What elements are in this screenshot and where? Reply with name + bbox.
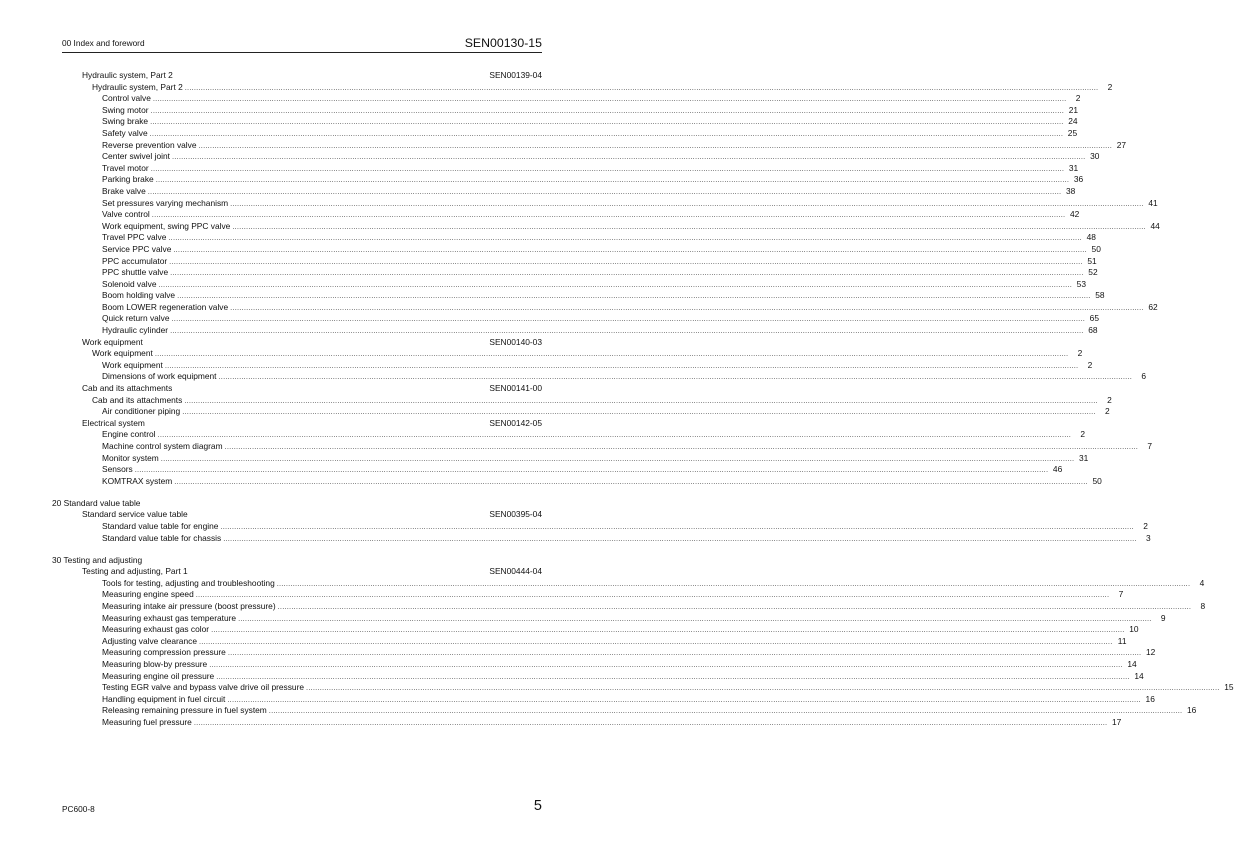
dot-leader: ................................................................................................................................................................................................................................................................................................................................................................................................................ xyxy=(170,268,1084,278)
entry-title: Measuring fuel pressure xyxy=(102,716,192,727)
dot-leader: ................................................................................................................................................................................................................................................................................................................................................................................................................ xyxy=(216,671,1130,681)
section-title: Standard service value table xyxy=(82,509,188,520)
entry-page-number: 12 xyxy=(1146,647,1156,658)
entry-title: Travel motor xyxy=(102,162,149,173)
entry-page-number: 51 xyxy=(1087,255,1097,266)
toc-entry-row[interactable] xyxy=(82,693,1155,706)
toc-entry-row[interactable] xyxy=(82,705,1197,717)
entry-title: Machine control system diagram xyxy=(102,441,223,451)
toc-section-row[interactable] xyxy=(82,566,542,578)
dot-leader: ................................................................................................................................................................................................................................................................................................................................................................................................................ xyxy=(277,601,1192,611)
entry-title: Adjusting valve clearance xyxy=(102,635,197,646)
section-title: Testing and adjusting, Part 1 xyxy=(82,566,188,577)
entry-title: Boom holding valve xyxy=(102,290,176,301)
header-document-code: SEN00130-15 xyxy=(464,36,542,50)
dot-leader: ................................................................................................................................................................................................................................................................................................................................................................................................................ xyxy=(134,465,1049,475)
chapter-spacer xyxy=(82,544,542,554)
toc-entry-row[interactable] xyxy=(82,301,1158,314)
footer-page-number: 5 xyxy=(533,798,542,814)
dot-leader: ................................................................................................................................................................................................................................................................................................................................................................................................................ xyxy=(150,105,1065,115)
header-chapter-title: 00 Index and foreword xyxy=(62,38,145,48)
toc-entry-row[interactable] xyxy=(82,278,1086,291)
entry-page-number: 50 xyxy=(1091,243,1101,254)
dot-leader: ................................................................................................................................................................................................................................................................................................................................................................................................................ xyxy=(170,326,1084,336)
entry-title: Reverse prevention valve xyxy=(102,139,197,150)
dot-leader: ................................................................................................................................................................................................................................................................................................................................................................................................................ xyxy=(224,442,1139,451)
entry-title: Center swivel joint xyxy=(102,151,170,162)
dot-leader: ................................................................................................................................................................................................................................................................................................................................................................................................................ xyxy=(232,221,1146,231)
dot-leader: ................................................................................................................................................................................................................................................................................................................................................................................................................ xyxy=(198,636,1113,646)
toc-entry-row[interactable] xyxy=(82,441,1153,453)
toc-section-row[interactable] xyxy=(82,337,542,349)
entry-title: Sensors xyxy=(102,464,133,475)
toc-entry-row[interactable] xyxy=(82,151,1100,163)
dot-leader: ................................................................................................................................................................................................................................................................................................................................................................................................................ xyxy=(171,152,1086,162)
toc-entry-row[interactable] xyxy=(82,174,1084,186)
entry-page-number: 25 xyxy=(1067,127,1078,138)
entry-page-number: 48 xyxy=(1086,232,1096,243)
dot-leader: ................................................................................................................................................................................................................................................................................................................................................................................................................ xyxy=(171,314,1085,324)
entry-title: Work equipment xyxy=(102,359,163,370)
toc-entry-row[interactable] xyxy=(82,209,1080,221)
toc-section-row[interactable] xyxy=(82,509,542,521)
toc-entry-row[interactable] xyxy=(82,577,1205,590)
toc-entry-row[interactable] xyxy=(82,162,1079,175)
toc-section-row[interactable] xyxy=(82,418,542,430)
dot-leader: ................................................................................................................................................................................................................................................................................................................................................................................................................ xyxy=(218,372,1133,382)
dot-leader: ................................................................................................................................................................................................................................................................................................................................................................................................................ xyxy=(238,613,1152,623)
toc-entry-row[interactable] xyxy=(82,475,1102,488)
dot-leader: ................................................................................................................................................................................................................................................................................................................................................................................................................ xyxy=(227,648,1142,658)
entry-page-number: 42 xyxy=(1069,209,1080,220)
dot-leader: ................................................................................................................................................................................................................................................................................................................................................................................................................ xyxy=(168,233,1082,243)
entry-page-number: 2 xyxy=(1107,394,1112,405)
entry-title: Travel PPC valve xyxy=(102,232,167,243)
dot-leader: ................................................................................................................................................................................................................................................................................................................................................................................................................ xyxy=(268,706,1183,716)
toc-entry-row[interactable] xyxy=(82,716,1122,729)
entry-title: Handling equipment in fuel circuit xyxy=(102,693,226,704)
entry-title: Work equipment, swing PPC valve xyxy=(102,220,231,231)
toc-entry-row[interactable] xyxy=(82,232,1096,244)
entry-page-number: 27 xyxy=(1116,139,1127,150)
entry-title: Measuring intake air pressure (boost pressure) xyxy=(102,600,276,611)
header-divider xyxy=(62,52,542,53)
dot-leader: ................................................................................................................................................................................................................................................................................................................................................................................................................ xyxy=(152,94,1067,104)
toc-entry-row[interactable] xyxy=(82,624,1139,636)
dot-leader: ................................................................................................................................................................................................................................................................................................................................................................................................................ xyxy=(150,117,1064,127)
dot-leader: ................................................................................................................................................................................................................................................................................................................................................................................................................ xyxy=(157,430,1072,440)
toc-entry-row[interactable] xyxy=(82,127,1078,140)
dot-leader: ................................................................................................................................................................................................................................................................................................................................................................................................................ xyxy=(276,578,1191,588)
entry-title: Measuring blow-by pressure xyxy=(102,658,208,669)
entry-page-number: 24 xyxy=(1068,116,1078,127)
toc-entry-row[interactable] xyxy=(82,429,1086,441)
toc-entry-row[interactable] xyxy=(82,348,1083,360)
dot-leader: ................................................................................................................................................................................................................................................................................................................................................................................................................ xyxy=(184,82,1099,92)
entry-title: Measuring engine oil pressure xyxy=(102,670,215,681)
entry-page-number: 58 xyxy=(1095,290,1105,301)
entry-title: Tools for testing, adjusting and troubleshooting xyxy=(102,577,275,588)
toc-entry-row[interactable] xyxy=(82,647,1156,659)
entry-page-number: 31 xyxy=(1078,452,1089,463)
entry-page-number: 16 xyxy=(1145,693,1155,704)
dot-leader: ................................................................................................................................................................................................................................................................................................................................................................................................................ xyxy=(150,163,1065,173)
entry-title: PPC shuttle valve xyxy=(102,267,169,278)
dot-leader: ................................................................................................................................................................................................................................................................................................................................................................................................................ xyxy=(155,175,1070,185)
toc-section-row[interactable] xyxy=(82,70,542,82)
entry-page-number: 65 xyxy=(1089,313,1099,324)
dot-leader: ................................................................................................................................................................................................................................................................................................................................................................................................................ xyxy=(154,349,1069,359)
section-title: Cab and its attachments xyxy=(82,383,173,394)
toc-entry-row[interactable] xyxy=(82,290,1105,302)
entry-page-number: 4 xyxy=(1199,577,1205,588)
entry-page-number: 16 xyxy=(1186,705,1197,716)
toc-entry-row[interactable] xyxy=(82,104,1079,117)
toc-entry-row[interactable] xyxy=(82,532,1151,545)
entry-title: Boom LOWER regeneration valve xyxy=(102,301,229,312)
entry-page-number: 36 xyxy=(1073,174,1084,185)
entry-page-number: 2 xyxy=(1075,93,1081,104)
entry-page-number: 68 xyxy=(1088,325,1098,336)
entry-page-number: 2 xyxy=(1143,520,1148,531)
entry-page-number: 62 xyxy=(1148,301,1158,312)
toc-entry-row[interactable] xyxy=(82,670,1144,683)
entry-page-number: 14 xyxy=(1134,670,1144,681)
dot-leader: ................................................................................................................................................................................................................................................................................................................................................................................................................ xyxy=(211,625,1125,635)
section-title: Work equipment xyxy=(82,336,143,347)
toc-entry-row[interactable] xyxy=(82,313,1099,325)
entry-title: Measuring exhaust gas color xyxy=(102,624,210,635)
entry-page-number: 52 xyxy=(1088,267,1098,278)
dot-leader: ................................................................................................................................................................................................................................................................................................................................................................................................................ xyxy=(195,590,1110,600)
dot-leader: ................................................................................................................................................................................................................................................................................................................................................................................................................ xyxy=(220,521,1134,531)
entry-title: Swing brake xyxy=(102,116,149,127)
dot-leader: ................................................................................................................................................................................................................................................................................................................................................................................................................ xyxy=(164,360,1079,370)
dot-leader: ................................................................................................................................................................................................................................................................................................................................................................................................................ xyxy=(182,407,1096,417)
entry-title: Testing EGR valve and bypass valve drive oil pressure xyxy=(102,682,305,693)
dot-leader: ................................................................................................................................................................................................................................................................................................................................................................................................................ xyxy=(174,476,1088,486)
toc-section-row[interactable] xyxy=(82,383,542,395)
entry-page-number: 14 xyxy=(1127,658,1137,669)
toc-entry-row[interactable] xyxy=(82,185,1076,198)
toc-entry-row[interactable] xyxy=(82,520,1148,533)
dot-leader: ................................................................................................................................................................................................................................................................................................................................................................................................................ xyxy=(158,279,1072,289)
toc-entry-row[interactable] xyxy=(82,600,1206,613)
entry-page-number: 53 xyxy=(1076,278,1086,289)
entry-page-number: 2 xyxy=(1105,406,1110,417)
entry-page-number: 41 xyxy=(1148,197,1158,208)
dot-leader: ................................................................................................................................................................................................................................................................................................................................................................................................................ xyxy=(223,533,1137,543)
chapter-heading: 20 Standard value table xyxy=(52,498,141,509)
entry-title: Hydraulic system, Part 2 xyxy=(92,81,183,92)
section-document-code: SEN00141-00 xyxy=(489,383,542,394)
dot-leader: ................................................................................................................................................................................................................................................................................................................................................................................................................ xyxy=(149,128,1064,138)
entry-page-number: 21 xyxy=(1068,104,1079,115)
entry-title: Cab and its attachments xyxy=(92,394,183,405)
entry-page-number: 3 xyxy=(1146,532,1151,543)
entry-title: Work equipment xyxy=(92,348,153,359)
entry-page-number: 7 xyxy=(1147,441,1153,451)
entry-title: Measuring exhaust gas temperature xyxy=(102,612,237,623)
toc-entry-row[interactable] xyxy=(82,589,1124,601)
entry-page-number: 15 xyxy=(1224,682,1234,693)
entry-title: Standard value table for engine xyxy=(102,520,219,531)
entry-page-number: 10 xyxy=(1129,624,1139,635)
toc-entry-row[interactable] xyxy=(82,612,1166,625)
entry-page-number: 30 xyxy=(1090,151,1100,162)
entry-page-number: 9 xyxy=(1160,612,1166,623)
toc-entry-row[interactable] xyxy=(82,635,1127,648)
entry-title: KOMTRAX system xyxy=(102,475,173,486)
entry-title: Swing motor xyxy=(102,104,149,115)
dot-leader: ................................................................................................................................................................................................................................................................................................................................................................................................................ xyxy=(306,683,1220,693)
entry-page-number: 2 xyxy=(1107,81,1113,92)
dot-leader: ................................................................................................................................................................................................................................................................................................................................................................................................................ xyxy=(160,453,1075,463)
entry-page-number: 2 xyxy=(1077,348,1083,359)
section-title: Electrical system xyxy=(82,417,145,428)
entry-title: Solenoid valve xyxy=(102,278,157,289)
entry-title: Parking brake xyxy=(102,174,154,185)
entry-page-number: 38 xyxy=(1065,185,1076,196)
entry-page-number: 17 xyxy=(1112,716,1122,727)
entry-title: Brake valve xyxy=(102,185,146,196)
entry-page-number: 2 xyxy=(1080,429,1086,440)
entry-page-number: 44 xyxy=(1150,220,1160,231)
entry-title: PPC accumulator xyxy=(102,255,168,266)
entry-title: Safety valve xyxy=(102,127,148,138)
section-document-code: SEN00142-05 xyxy=(489,417,542,428)
entry-title: Set pressures varying mechanism xyxy=(102,197,229,208)
dot-leader: ................................................................................................................................................................................................................................................................................................................................................................................................................ xyxy=(184,395,1098,405)
toc-entry-row[interactable] xyxy=(82,255,1097,268)
toc-entry-row[interactable] xyxy=(82,139,1127,152)
entry-title: Control valve xyxy=(102,93,151,104)
entry-title: Measuring engine speed xyxy=(102,589,194,600)
toc-entry-row[interactable] xyxy=(82,325,1098,337)
section-document-code: SEN00140-03 xyxy=(489,336,542,347)
dot-leader: ................................................................................................................................................................................................................................................................................................................................................................................................................ xyxy=(230,198,1144,208)
toc-entry-row[interactable] xyxy=(82,464,1063,476)
chapter-spacer xyxy=(82,487,542,497)
entry-page-number: 2 xyxy=(1087,359,1093,370)
dot-leader: ................................................................................................................................................................................................................................................................................................................................................................................................................ xyxy=(177,291,1091,301)
toc-entry-row[interactable] xyxy=(82,116,1078,128)
toc-entry-row[interactable] xyxy=(82,658,1137,671)
entry-page-number: 50 xyxy=(1092,475,1102,486)
entry-page-number: 31 xyxy=(1068,162,1079,173)
toc-entry-row[interactable] xyxy=(82,197,1158,210)
entry-title: Standard value table for chassis xyxy=(102,532,222,543)
section-document-code: SEN00444-04 xyxy=(489,566,542,577)
toc-entry-row[interactable] xyxy=(82,682,1234,694)
entry-page-number: 46 xyxy=(1052,464,1063,475)
footer-model: PC600-8 xyxy=(62,804,95,814)
entry-title: Dimensions of work equipment xyxy=(102,371,217,382)
entry-title: Engine control xyxy=(102,429,156,440)
toc-entry-row[interactable] xyxy=(82,267,1098,279)
toc-entry-row[interactable] xyxy=(82,394,1112,407)
toc-entry-row[interactable] xyxy=(82,359,1093,372)
dot-leader: ................................................................................................................................................................................................................................................................................................................................................................................................................ xyxy=(173,244,1087,254)
toc-entry-row[interactable] xyxy=(82,452,1089,465)
entry-title: Hydraulic cylinder xyxy=(102,325,169,336)
dot-leader: ................................................................................................................................................................................................................................................................................................................................................................................................................ xyxy=(227,694,1141,704)
dot-leader: ................................................................................................................................................................................................................................................................................................................................................................................................................ xyxy=(198,140,1113,150)
entry-title: Air conditioner piping xyxy=(102,406,181,417)
table-of-contents xyxy=(52,70,1234,728)
dot-leader: ................................................................................................................................................................................................................................................................................................................................................................................................................ xyxy=(193,717,1108,727)
section-document-code: SEN00395-04 xyxy=(489,509,542,520)
toc-entry-row[interactable] xyxy=(82,220,1160,233)
section-document-code: SEN00139-04 xyxy=(489,70,542,80)
entry-page-number: 8 xyxy=(1200,600,1206,611)
toc-entry-row[interactable] xyxy=(82,371,1147,383)
dot-leader: ................................................................................................................................................................................................................................................................................................................................................................................................................ xyxy=(230,302,1144,312)
dot-leader: ................................................................................................................................................................................................................................................................................................................................................................................................................ xyxy=(169,256,1083,266)
toc-entry-row[interactable] xyxy=(82,93,1081,105)
dot-leader: ................................................................................................................................................................................................................................................................................................................................................................................................................ xyxy=(151,210,1066,220)
toc-entry-row[interactable] xyxy=(82,81,1113,94)
entry-title: Quick return valve xyxy=(102,313,170,324)
chapter-heading: 30 Testing and adjusting xyxy=(52,555,143,566)
entry-title: Measuring compression pressure xyxy=(102,647,226,658)
toc-entry-row[interactable] xyxy=(82,243,1101,256)
entry-title: Releasing remaining pressure in fuel system xyxy=(102,705,267,716)
dot-leader: ................................................................................................................................................................................................................................................................................................................................................................................................................ xyxy=(147,186,1062,196)
entry-title: Monitor system xyxy=(102,452,159,463)
entry-page-number: 11 xyxy=(1117,635,1127,646)
entry-page-number: 7 xyxy=(1118,589,1124,600)
dot-leader: ................................................................................................................................................................................................................................................................................................................................................................................................................ xyxy=(209,659,1123,669)
entry-title: Service PPC valve xyxy=(102,243,172,254)
toc-entry-row[interactable] xyxy=(82,406,1110,418)
section-title: Hydraulic system, Part 2 xyxy=(82,70,173,80)
entry-title: Valve control xyxy=(102,209,150,220)
entry-page-number: 6 xyxy=(1141,371,1147,382)
